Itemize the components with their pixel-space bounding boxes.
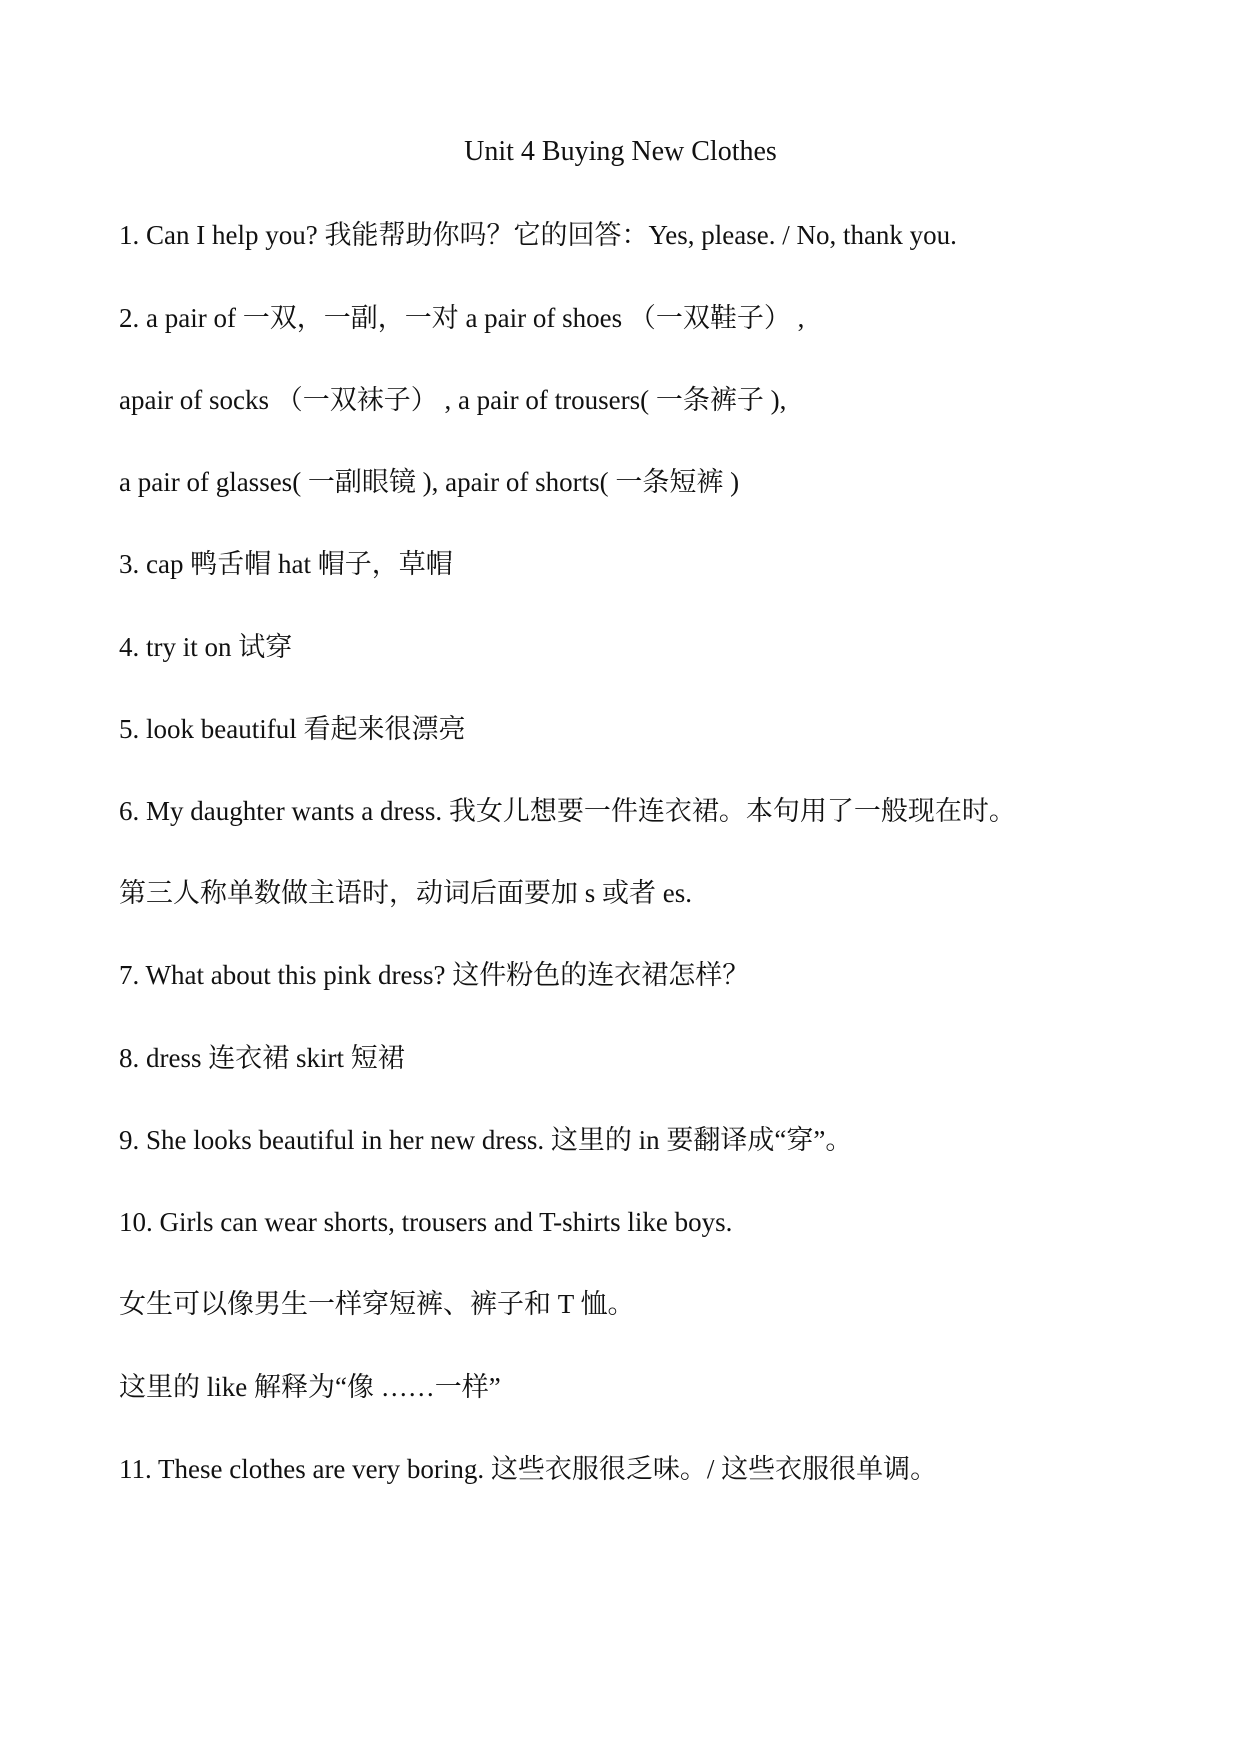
note-line-11: 11. These clothes are very boring. 这些衣服很乏味。/ 这些衣服很单调。 (119, 1454, 938, 1484)
note-line-10: 10. Girls can wear shorts, trousers and T-shirts like boys. (119, 1207, 733, 1237)
note-line-8: 8. dress 连衣裙 skirt 短裙 (119, 1043, 405, 1073)
note-line-7: 7. What about this pink dress? 这件粉色的连衣裙怎样？ (119, 960, 750, 990)
note-line-4: 4. try it on 试穿 (119, 632, 293, 662)
note-line-2: 2. a pair of 一双，一副，一对 a pair of shoes （一双鞋子） , (119, 303, 805, 333)
note-line-2-cont-1: apair of socks （一双袜子） , a pair of trousers( 一条裤子 ), (119, 385, 787, 415)
note-line-2-cont-2: a pair of glasses( 一副眼镜 ), apair of shorts( 一条短裤 ) (119, 467, 740, 497)
note-line-6-cont: 第三人称单数做主语时，动词后面要加 s 或者 es. (119, 878, 692, 908)
note-line-10-explanation: 这里的 like 解释为“像 ……一样” (119, 1372, 501, 1402)
note-line-5: 5. look beautiful 看起来很漂亮 (119, 714, 466, 744)
note-line-6: 6. My daughter wants a dress. 我女儿想要一件连衣裙。本句用了一般现在时。 (119, 796, 1016, 826)
note-line-10-translation: 女生可以像男生一样穿短裤、裤子和 T 恤。 (119, 1289, 635, 1319)
document-title: Unit 4 Buying New Clothes (464, 136, 777, 167)
note-line-3: 3. cap 鸭舌帽 hat 帽子，草帽 (119, 549, 453, 579)
note-line-9: 9. She looks beautiful in her new dress. 这里的 in 要翻译成“穿”。 (119, 1125, 853, 1155)
note-line-1: 1. Can I help you? 我能帮助你吗？它的回答：Yes, please. / No, thank you. (119, 220, 957, 250)
